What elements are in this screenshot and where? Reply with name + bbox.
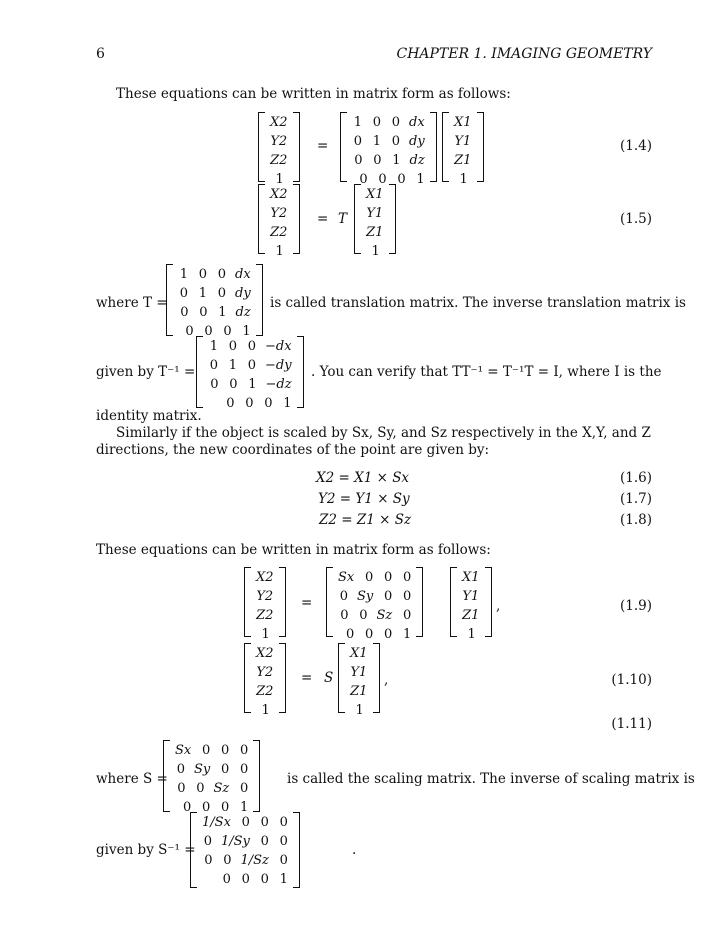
matrix-cell: 0: [340, 608, 349, 623]
matrix-row: [208, 356, 292, 375]
matrix-row: [338, 625, 411, 644]
eq-number-1-6: (1.6): [619, 470, 652, 486]
matrix-cell: Z2: [256, 684, 274, 699]
matrix-row: [454, 170, 472, 189]
matrix-cell: 0: [177, 781, 186, 796]
matrix-cell: 0: [179, 286, 188, 301]
matrix-cell: X2: [256, 646, 274, 661]
matrix-row: [202, 870, 288, 889]
equation-1-7: Y2 = Y1 × Sy: [318, 491, 410, 507]
matrix-cell: 0: [239, 781, 249, 796]
matrix-cell: 0: [247, 358, 256, 373]
left-bracket: [326, 567, 333, 637]
matrix-cell: X2: [270, 187, 288, 202]
left-bracket: [354, 184, 361, 254]
matrix-cell: 0: [383, 570, 393, 585]
matrix-row: [208, 375, 292, 394]
matrix-cell: Z1: [350, 684, 368, 699]
matrix-cell: 0: [204, 324, 213, 339]
eq-number-1-4: (1.4): [619, 138, 652, 154]
matrix-cell: −dz: [265, 377, 292, 392]
matrix-cell: 0: [383, 627, 393, 642]
matrix-cell: X1: [366, 187, 384, 202]
matrix-cell: 0: [223, 324, 232, 339]
matrix-cell: 1: [209, 339, 219, 354]
matrix-cell: 0: [201, 800, 211, 815]
matrix-cell: −dy: [265, 358, 292, 373]
left-bracket: [166, 264, 173, 336]
matrix-cell: 1: [392, 153, 401, 168]
matrix-cell: 0: [402, 608, 412, 623]
right-bracket: [293, 812, 300, 888]
matrix-cell: 0: [279, 853, 288, 868]
matrix-cell: Y1: [350, 665, 368, 680]
matrix-row: [462, 587, 480, 606]
vector-in-1-5: [354, 184, 396, 259]
matrix-row: [366, 204, 384, 223]
matrix-cell: Y1: [462, 589, 480, 604]
identity-text: identity matrix.: [96, 408, 202, 424]
eq-number-1-7: (1.7): [619, 491, 652, 507]
matrix-cell: Y1: [366, 206, 384, 221]
eq-number-1-9: (1.9): [619, 598, 652, 614]
matrix-cell: 1: [353, 115, 363, 130]
equals-sign-1-5: =: [317, 211, 329, 227]
matrix-cell: 0: [241, 872, 250, 887]
where-T-label: where T =: [96, 295, 168, 311]
matrix-cell: 1: [275, 172, 284, 187]
equals-sign-1-4: =: [317, 138, 329, 154]
matrix-row: [256, 701, 274, 720]
matrix-row: [270, 223, 288, 242]
matrix-cell: dx: [409, 115, 425, 130]
matrix-cell: 1/Sy: [221, 834, 250, 849]
matrix-cell: dz: [409, 153, 425, 168]
matrix-cell: 0: [241, 815, 250, 830]
matrix-cell: 1: [371, 244, 380, 259]
matrix-cell: 1: [242, 324, 251, 339]
matrix-cell: X1: [462, 570, 480, 585]
matrix-row: [352, 113, 425, 132]
matrix-cell: 1: [239, 800, 249, 815]
matrix-cell: 0: [239, 762, 249, 777]
vector-out-1-4: [258, 112, 300, 187]
scaling-matrix-1-9: [326, 567, 423, 642]
eq-number-1-10: (1.10): [611, 672, 652, 688]
symbol-T-1-5: T: [338, 211, 348, 227]
matrix-cell: X1: [350, 646, 368, 661]
matrix-row: [270, 242, 288, 261]
matrix-cell: 1: [248, 377, 257, 392]
matrix-row: [352, 151, 425, 170]
matrix-row: [270, 204, 288, 223]
right-bracket: [373, 643, 380, 713]
left-bracket: [442, 112, 449, 182]
equation-1-6: X2 = X1 × Sx: [316, 470, 410, 486]
matrix-cell: 1/Sx: [202, 815, 231, 830]
matrix-cell: 0: [364, 627, 374, 642]
matrix-cell: 0: [176, 762, 185, 777]
matrix-cell: 0: [226, 396, 235, 411]
matrix-cell: Sz: [376, 608, 393, 623]
matrix-cell: Sx: [338, 570, 355, 585]
matrix-cell: 0: [209, 358, 218, 373]
matrix-cell: Y2: [256, 665, 274, 680]
eq-number-1-11: (1.11): [611, 716, 652, 732]
matrix-cell: 1: [459, 172, 468, 187]
left-bracket: [258, 112, 265, 182]
matrix-cell: 0: [220, 743, 230, 758]
right-bracket: [430, 112, 437, 182]
left-bracket: [450, 567, 457, 637]
matrix-cell: 0: [220, 762, 230, 777]
matrix-cell: 0: [373, 153, 382, 168]
matrix-row: [350, 644, 368, 663]
intro-text-1: These equations can be written in matrix form as follows:: [116, 86, 511, 102]
matrix-cell: 0: [264, 396, 273, 411]
matrix-row: [256, 606, 274, 625]
left-bracket: [163, 740, 170, 812]
matrix-cell: 1: [355, 703, 364, 718]
translation-text: is called translation matrix. The inverse translation matrix is: [270, 295, 686, 311]
matrix-row: [352, 132, 425, 151]
matrix-row: [454, 151, 472, 170]
scaling-text: is called the scaling matrix. The inverse of scaling matrix is: [287, 771, 695, 787]
matrix-row: [338, 587, 411, 606]
matrix-cell: 0: [228, 339, 238, 354]
matrix-row: [208, 337, 292, 356]
right-bracket: [279, 643, 286, 713]
matrix-row: [462, 568, 480, 587]
right-bracket: [293, 184, 300, 254]
verify-text: . You can verify that TT⁻¹ = T⁻¹T = I, where I is the: [311, 364, 662, 380]
equals-sign-1-10: =: [301, 670, 313, 686]
matrix-cell: 0: [260, 834, 269, 849]
left-bracket: [340, 112, 347, 182]
vector-out-1-5: [258, 184, 300, 259]
matrix-row: [256, 568, 274, 587]
matrix-cell: 0: [204, 853, 213, 868]
scaling-matrix-definition: [163, 740, 260, 815]
matrix-cell: 0: [239, 743, 249, 758]
matrix-cell: Z2: [256, 608, 274, 623]
matrix-cell: 0: [279, 834, 288, 849]
matrix-cell: −dx: [265, 339, 292, 354]
translation-inverse-matrix: [196, 336, 304, 411]
matrix-row: [178, 284, 251, 303]
matrix-row: [256, 682, 274, 701]
vector-out-1-10: [244, 643, 286, 718]
matrix-cell: 0: [359, 172, 368, 187]
right-bracket: [416, 567, 423, 637]
matrix-row: [270, 132, 288, 151]
matrix-cell: 0: [185, 324, 194, 339]
equation-1-8: Z2 = Z1 × Sz: [319, 512, 412, 528]
matrix-cell: 0: [359, 608, 368, 623]
matrix-row: [350, 663, 368, 682]
matrix-cell: Sy: [194, 762, 211, 777]
matrix-cell: 0: [201, 743, 211, 758]
vector-in-1-9: [450, 567, 492, 642]
matrix-cell: 1: [261, 703, 270, 718]
matrix-cell: 0: [182, 800, 192, 815]
matrix-row: [270, 151, 288, 170]
matrix-row: [454, 113, 472, 132]
given-Sinv-label: given by S⁻¹ =: [96, 842, 196, 858]
scaled-text-line-2: directions, the new coordinates of the point are given by:: [96, 442, 490, 458]
matrix-row: [462, 625, 480, 644]
matrix-row: [208, 394, 292, 413]
matrix-cell: 0: [199, 305, 208, 320]
where-S-label: where S =: [96, 771, 168, 787]
matrix-cell: Y2: [270, 206, 288, 221]
matrix-cell: 0: [222, 872, 231, 887]
matrix-cell: 0: [229, 377, 238, 392]
matrix-cell: 0: [354, 153, 363, 168]
matrix-cell: Sz: [213, 781, 230, 796]
matrix-row: [202, 851, 288, 870]
matrix-cell: Y2: [270, 134, 288, 149]
matrix-cell: 1: [218, 305, 227, 320]
matrix-row: [366, 223, 384, 242]
matrix-cell: 0: [372, 115, 382, 130]
matrix-row: [350, 701, 368, 720]
matrix-cell: 0: [217, 267, 227, 282]
matrix-cell: Y1: [454, 134, 472, 149]
right-bracket: [485, 567, 492, 637]
matrix-cell: 0: [223, 853, 232, 868]
matrix-cell: X2: [256, 570, 274, 585]
matrix-row: [338, 606, 411, 625]
vector-in-1-10: [338, 643, 380, 718]
matrix-cell: 0: [353, 134, 362, 149]
comma-1-9: ,: [496, 598, 501, 614]
comma-1-10: ,: [384, 672, 389, 688]
translation-matrix-definition: [166, 264, 263, 339]
right-bracket: [389, 184, 396, 254]
matrix-row: [175, 779, 248, 798]
matrix-cell: 0: [279, 815, 288, 830]
matrix-cell: 1: [275, 244, 284, 259]
matrix-cell: dy: [235, 286, 251, 301]
matrix-cell: 0: [339, 589, 348, 604]
left-bracket: [196, 336, 203, 408]
matrix-cell: 1: [467, 627, 476, 642]
matrix-row: [338, 568, 411, 587]
matrix-row: [270, 185, 288, 204]
matrix-cell: 1: [261, 627, 270, 642]
matrix-cell: 1: [198, 286, 207, 301]
matrix-cell: Y2: [256, 589, 274, 604]
matrix-cell: 0: [383, 589, 393, 604]
matrix-row: [202, 832, 288, 851]
matrix-cell: 0: [247, 339, 257, 354]
matrix-cell: 0: [378, 172, 387, 187]
left-bracket: [244, 643, 251, 713]
matrix-cell: 0: [260, 815, 269, 830]
matrix-row: [178, 265, 251, 284]
vector-out-1-9: [244, 567, 286, 642]
left-bracket: [258, 184, 265, 254]
matrix-cell: 0: [217, 286, 226, 301]
matrix-cell: 0: [402, 570, 412, 585]
matrix-cell: 1: [279, 872, 288, 887]
matrix-row: [256, 663, 274, 682]
matrix-cell: Z1: [454, 153, 472, 168]
right-bracket: [293, 112, 300, 182]
matrix-cell: 0: [345, 627, 355, 642]
eq-number-1-8: (1.8): [619, 512, 652, 528]
matrix-cell: dx: [235, 267, 251, 282]
matrix-row: [202, 813, 288, 832]
matrix-cell: 0: [397, 172, 406, 187]
matrix-cell: Z1: [462, 608, 480, 623]
matrix-cell: Sx: [175, 743, 192, 758]
matrix-cell: X1: [454, 115, 472, 130]
matrix-cell: 1: [179, 267, 189, 282]
matrix-cell: 0: [220, 800, 230, 815]
matrix-row: [270, 113, 288, 132]
matrix-cell: 0: [210, 377, 219, 392]
matrix-cell: 0: [391, 134, 400, 149]
matrix-cell: Z2: [270, 153, 288, 168]
matrix-cell: X2: [270, 115, 288, 130]
given-Tinv-label: given by T⁻¹ =: [96, 364, 196, 380]
right-bracket: [256, 264, 263, 336]
scaled-text-line-1: Similarly if the object is scaled by Sx, Sy, and Sz respectively in the X,Y, and Z: [116, 425, 651, 441]
matrix-cell: Z1: [366, 225, 384, 240]
matrix-row: [256, 625, 274, 644]
matrix-cell: 0: [203, 834, 212, 849]
matrix-cell: 1: [228, 358, 237, 373]
matrix-cell: 1: [402, 627, 412, 642]
right-bracket: [297, 336, 304, 408]
scaling-inverse-matrix: [190, 812, 300, 888]
matrix-cell: dz: [235, 305, 251, 320]
matrix-cell: dy: [409, 134, 425, 149]
running-title: CHAPTER 1. IMAGING GEOMETRY: [396, 46, 652, 62]
vector-in-1-4: [442, 112, 484, 187]
translation-matrix-1-4: [340, 112, 437, 187]
matrix-row: [462, 606, 480, 625]
matrix-row: [454, 132, 472, 151]
matrix-cell: 0: [260, 872, 269, 887]
right-bracket: [477, 112, 484, 182]
trailing-period: .: [352, 842, 357, 858]
matrix-cell: 0: [402, 589, 412, 604]
matrix-cell: 1: [283, 396, 292, 411]
left-bracket: [338, 643, 345, 713]
matrix-row: [178, 303, 251, 322]
matrix-cell: 1: [416, 172, 425, 187]
matrix-row: [175, 760, 248, 779]
matrix-cell: 0: [198, 267, 208, 282]
right-bracket: [279, 567, 286, 637]
page-number: 6: [96, 46, 105, 62]
matrix-cell: 0: [391, 115, 401, 130]
matrix-cell: 0: [196, 781, 205, 796]
eq-number-1-5: (1.5): [619, 211, 652, 227]
matrix-cell: 0: [364, 570, 374, 585]
matrix-row: [366, 242, 384, 261]
symbol-S-1-10: S: [324, 670, 334, 686]
left-bracket: [190, 812, 197, 888]
matrix-cell: Z2: [270, 225, 288, 240]
matrix-cell: 1/Sz: [240, 853, 269, 868]
right-bracket: [253, 740, 260, 812]
matrix-row: [350, 682, 368, 701]
matrix-row: [366, 185, 384, 204]
matrix-row: [256, 644, 274, 663]
matrix-cell: 0: [245, 396, 254, 411]
matrix-cell: 0: [180, 305, 189, 320]
matrix-cell: Sy: [357, 589, 374, 604]
matrix-row: [256, 587, 274, 606]
matrix-row: [175, 741, 248, 760]
left-bracket: [244, 567, 251, 637]
intro-text-2: These equations can be written in matrix form as follows:: [96, 542, 491, 558]
equals-sign-1-9: =: [301, 595, 313, 611]
matrix-cell: 1: [372, 134, 381, 149]
